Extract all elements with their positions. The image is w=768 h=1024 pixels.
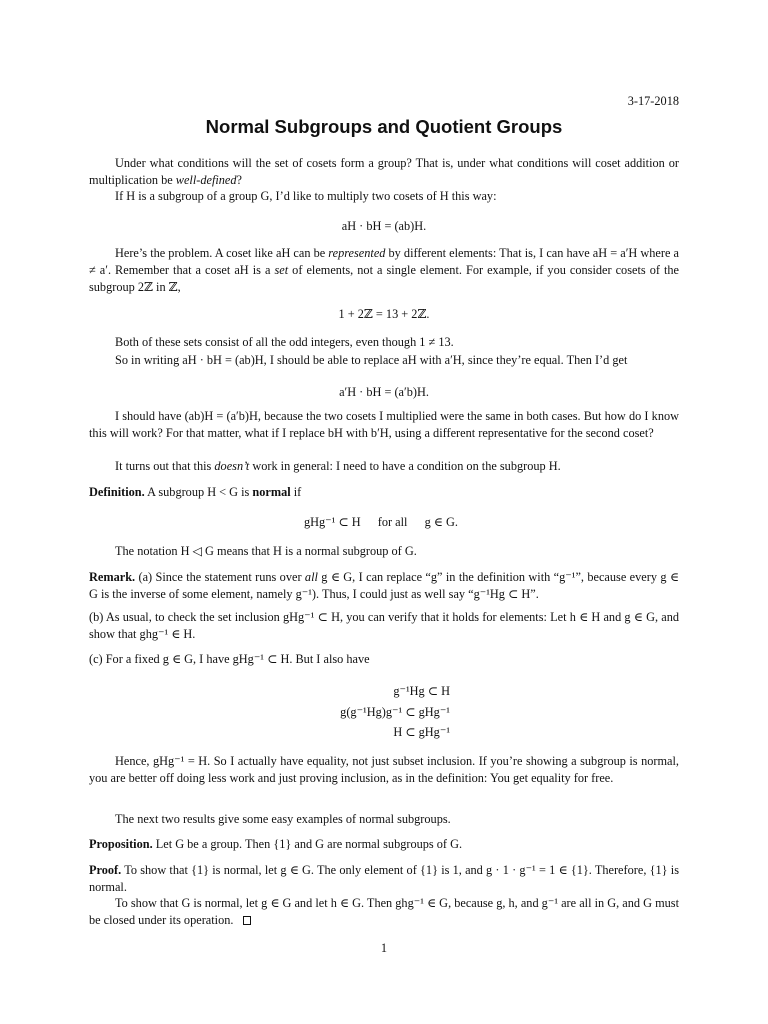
intro-p7-text-b: work in general: I need to have a condition on the subgroup H. xyxy=(249,459,561,473)
proposition-paragraph xyxy=(89,836,679,853)
intro-paragraph-1 xyxy=(89,155,679,189)
remark-part-a xyxy=(89,569,679,603)
remark-label: Remark. xyxy=(89,570,136,584)
remark-conclusion: Hence, gHg⁻¹ = H. So I actually have equality, not just subset inclusion. If you’re showing a subgroup is normal, you are better off doing less work and just proving inclusion, as in the definition: You get equality for free. xyxy=(89,754,679,785)
normal-condition-quantifier: for all xyxy=(377,515,408,529)
proof-paragraph-1 xyxy=(89,862,679,896)
proposition-label: Proposition. xyxy=(89,837,153,851)
remark-a-emphasis: all xyxy=(304,570,318,584)
intro-paragraph-4: Both of these sets consist of all the odd integers, even though 1 ≠ 13. xyxy=(115,335,454,349)
definition-term: normal xyxy=(252,485,291,499)
transition-paragraph: The next two results give some easy examples of normal subgroups. xyxy=(115,812,451,826)
definition-paragraph xyxy=(89,484,679,501)
aligned-eq-line-2: g(g⁻¹Hg)g⁻¹ ⊂ gHg⁻¹ xyxy=(340,705,450,719)
normal-condition-formula: gHg⁻¹ ⊂ H xyxy=(304,515,361,529)
equation-integer-cosets: 1 + 2ℤ = 13 + 2ℤ. xyxy=(338,307,430,321)
proof-p2-text: To show that G is normal, let g ∈ G and let h ∈ G. Then ghg⁻¹ ∈ G, because g, h, and g⁻¹ are all in G, and G must be closed under its operation. xyxy=(89,896,679,927)
notation-paragraph: The notation H ◁ G means that H is a normal subgroup of G. xyxy=(115,544,417,558)
intro-paragraph-6: I should have (ab)H = (a′b)H, because the two cosets I multiplied were the same in both cases. But how do I know this will work? For that matter, what if I replace bH with b′H, using a different representative for the second coset? xyxy=(89,409,679,440)
intro-p1-emphasis: well-defined xyxy=(175,172,237,187)
definition-text-b: if xyxy=(290,485,302,499)
aligned-eq-line-1: g⁻¹Hg ⊂ H xyxy=(393,684,450,698)
proof-paragraph-2 xyxy=(89,895,679,929)
equation-replaced-coset: a′H · bH = (a′b)H. xyxy=(339,385,429,399)
definition-text-a: A subgroup H < G is xyxy=(144,485,253,499)
intro-p7-text-a: It turns out that this xyxy=(115,459,215,473)
intro-paragraph-2: If H is a subgroup of a group G, I’d like to multiply two cosets of H this way: xyxy=(115,189,497,203)
intro-p3-text-a: Here’s the problem. A coset like aH can be xyxy=(115,246,329,260)
intro-paragraph-3 xyxy=(89,245,679,295)
intro-paragraph-5: So in writing aH · bH = (ab)H, I should be able to replace aH with a′H, since they’re equal. Then I’d get xyxy=(115,353,628,367)
qed-box-icon xyxy=(243,916,251,925)
page-title: Normal Subgroups and Quotient Groups xyxy=(205,116,563,137)
remark-part-c: (c) For a fixed g ∈ G, I have gHg⁻¹ ⊂ H. But I also have xyxy=(89,652,370,666)
intro-p3-text-c: of elements, not a single element. For example, if you consider cosets of the subgroup 2ℤ in ℤ, xyxy=(89,262,680,294)
intro-paragraph-7 xyxy=(89,458,679,475)
intro-p3-text-b: by different elements: That is, I can have aH = a′H where a ≠ a′. Remember that a coset aH is a xyxy=(89,246,679,277)
aligned-eq-line-3: H ⊂ gHg⁻¹ xyxy=(393,725,450,739)
normal-condition-domain: g ∈ G. xyxy=(424,515,458,529)
remark-a-text-1: (a) Since the statement runs over xyxy=(135,570,305,584)
intro-p3-emphasis: represented xyxy=(328,246,386,260)
intro-p1-end: ? xyxy=(236,172,243,187)
equation-coset-product: aH · bH = (ab)H. xyxy=(341,219,427,233)
intro-p3-emphasis-2: set xyxy=(274,262,289,277)
proof-p1-text: To show that {1} is normal, let g ∈ G. The only element of {1} is 1, and g · 1 · g⁻¹ = 1 ∈ {1}. Therefore, {1} is normal. xyxy=(89,863,679,894)
remark-part-b: (b) As usual, to check the set inclusion gHg⁻¹ ⊂ H, you can verify that it holds for elements: Let h ∈ H and g ∈ G, and show that ghg⁻¹ ∈ H. xyxy=(89,610,679,641)
proof-label: Proof. xyxy=(89,863,122,877)
date-header: 3-17-2018 xyxy=(627,94,679,108)
definition-label: Definition. xyxy=(89,485,145,499)
equation-normal-condition xyxy=(304,514,458,531)
intro-p7-emphasis: doesn’t xyxy=(214,459,250,473)
proposition-text: Let G be a group. Then {1} and G are normal subgroups of G. xyxy=(152,837,463,851)
remark-a-text-2: g ∈ G, I can replace “g” in the definition with “g⁻¹”, because every g ∈ G is the inverse of some element, namely g⁻¹). Thus, I could just as well say “g⁻¹Hg ⊂ H”. xyxy=(89,570,679,601)
page-number: 1 xyxy=(380,941,388,955)
intro-p1-text: Under what conditions will the set of cosets form a group? That is, under what conditions will coset addition or multiplication be xyxy=(89,156,679,187)
